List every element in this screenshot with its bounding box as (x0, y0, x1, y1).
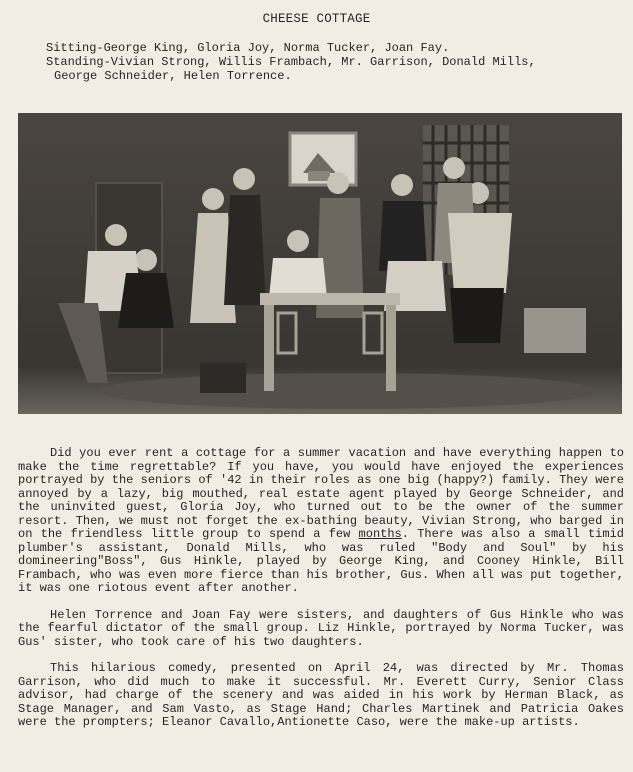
paragraph-1-end: . There was also a small timid plumber's assistant, Donald Mills, who was ruled "Body and Soul" by his domineering"Boss", Gus Hinkle, played by George King, and Cooney Hinkle, Bill Frambach, who was even more fierce than his brother, Gus. When all was put together, it was one riotous event after another. (18, 527, 624, 595)
underlined-word: months (358, 527, 402, 541)
paragraph-1 (18, 447, 624, 596)
paragraph-2: Helen Torrence and Joan Fay were sisters, and daughters of Gus Hinkle who was the fearful dictator of the small group. Liz Hinkle, portrayed by Norma Tucker, was Gus' sister, who took care of his two daughters. (18, 607, 624, 649)
page-title: CHEESE COTTAGE (262, 12, 371, 26)
photo-caption (46, 41, 536, 83)
caption-standing-cont: George Schneider, Helen Torrence. (54, 69, 292, 83)
article-body (18, 447, 624, 743)
caption-standing: Standing-Vivian Strong, Willis Frambach, Mr. Garrison, Donald Mills, (46, 55, 536, 69)
cast-photo (18, 113, 622, 414)
caption-sitting: Sitting-George King, Gloria Joy, Norma Tucker, Joan Fay. (46, 41, 450, 55)
paragraph-3: This hilarious comedy, presented on April 24, was directed by Mr. Thomas Garrison, who did much to make it successful. Mr. Everett Curry, Senior Class advisor, had charge of the scenery and was aided in his work by Herman Black, as Stage Manager, and Sam Vasto, as Stage Hand; Charles Martinek and Patricia Oakes were the prompters; Eleanor Cavallo,Antionette Caso, were the make-up artists. (18, 661, 624, 729)
cast-photo-image (18, 113, 622, 414)
paragraph-1-start: Did you ever rent a cottage for a summer vacation and have everything happen to make the time regrettable? If you have, you would have enjoyed the experiences portrayed by the seniors of '42 in their roles as one big (happy?) family. They were annoyed by a lazy, big mouthed, real estate agent played by George Schneider, and the uninvited guest, Gloria Joy, who turned out to be the owner of the summer resort. Then, we must not forget the ex-bathing beauty, Vivian Strong, who barged in on the friendless little group to spend a few (18, 446, 624, 541)
